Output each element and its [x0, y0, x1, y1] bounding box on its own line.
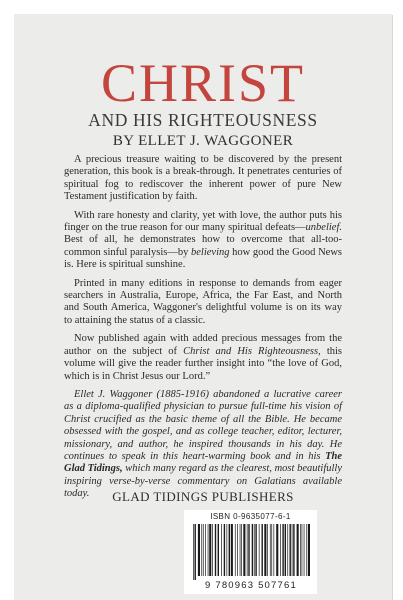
barcode-bar [300, 524, 301, 576]
barcode-bar [274, 524, 275, 576]
barcode-bar [193, 524, 194, 580]
barcode-bar [297, 524, 299, 576]
barcode-bar [237, 524, 238, 576]
blurb-paragraph-3: Printed in many editions in response to demands from eager searchers in Australia, Europe, Africa, the Far East, and North and South America, Waggoner's delightful volume is on its way to attaining the status of a classic. [64, 277, 342, 326]
barcode-bar [252, 524, 253, 576]
book-title: CHRIST [100, 53, 306, 113]
barcode-bar [229, 524, 230, 576]
barcode-bar [212, 524, 213, 576]
barcode-bar [259, 524, 260, 576]
barcode-digits: 9 780963 507761 [205, 580, 297, 591]
barcode-bar [267, 524, 268, 576]
barcode-bar [208, 524, 209, 576]
barcode-bar [290, 524, 291, 576]
barcode-bar [195, 524, 196, 580]
isbn-label: ISBN 0-9635077-6-1 [210, 512, 291, 521]
barcode-bar [292, 524, 293, 576]
barcode-bar [198, 524, 200, 576]
barcode-bar [270, 524, 271, 576]
barcode-panel [184, 510, 317, 594]
blurb-paragraph-1: A precious treasure waiting to be discovered by the present generation, this book is a break-through. It penetrates centuries of spiritual fog to rediscover the inherent power of pure New Testament justification by faith. [64, 154, 342, 203]
barcode-bar [302, 524, 303, 576]
barcode-bar [227, 524, 228, 576]
barcode-bar [306, 524, 307, 576]
barcode-bar [271, 524, 272, 576]
barcode-bar [248, 524, 249, 576]
barcode-bar [215, 524, 216, 576]
blurb [64, 154, 342, 507]
blurb-paragraph-2: With rare honesty and clarity, yet with love, the author puts his finger on the true reason for our many spiritual defeats—unbelief. Best of all, he demonstrates how to overcome that all-too-common sinful paralysis—by believing how good the Good News is. Here is spiritual sunshine. [64, 209, 342, 271]
back-cover [14, 14, 392, 600]
barcode-bar [264, 524, 266, 576]
barcode-bar [203, 524, 204, 576]
barcode-bar [231, 524, 233, 576]
barcode-bar [209, 524, 211, 576]
barcode-bar [287, 524, 288, 576]
barcode-bar [276, 524, 278, 576]
barcode-bar [255, 524, 256, 576]
barcode-bar [243, 524, 245, 576]
barcode-bar [262, 524, 263, 576]
barcode-bar [218, 524, 219, 576]
barcode-bar [282, 524, 283, 576]
publisher-name: GLAD TIDINGS PUBLISHERS [112, 489, 294, 504]
barcode-bar [221, 524, 222, 576]
barcode-bar [240, 524, 241, 576]
barcode-bar [293, 524, 294, 576]
blurb-paragraph-4: Now published again with added precious messages from the author on the subject of Christ and His Righteousness, this volume will give the reader further insight into “the love of God, which is in Christ Jesus our Lord.” [64, 333, 343, 382]
barcode-bar [205, 524, 206, 576]
barcode-bar [201, 524, 202, 576]
book-subtitle: AND HIS RIGHTEOUSNESS [88, 110, 318, 130]
barcode-bar [224, 524, 225, 576]
barcode-bar [247, 524, 248, 576]
barcode-bar [280, 524, 281, 576]
barcode-bar [285, 524, 286, 576]
barcode-bar [241, 524, 242, 576]
book-author: BY ELLET J. WAGGONER [112, 133, 294, 149]
barcode-bar [308, 524, 310, 576]
barcode [192, 524, 310, 580]
barcode-bar [235, 524, 236, 576]
barcode-bar [304, 524, 305, 576]
barcode-bar [254, 524, 255, 576]
author-bio: Ellet J. Waggoner (1885-1916) abandoned a lucrative career as a diploma-qualified physician to pursue full-time his vision of Christ crucified as the basic theme of all the Bible. He became obsessed with the gospel, and as college teacher, editor, lecturer, missionary, and author, he inspired thousands in his day. He continues to speak in this heart-warming book and in his The Glad Tidings, which many regard as the clearest, most beautifully inspiring verse-by-verse commentary on Galatians available today. [64, 388, 342, 500]
